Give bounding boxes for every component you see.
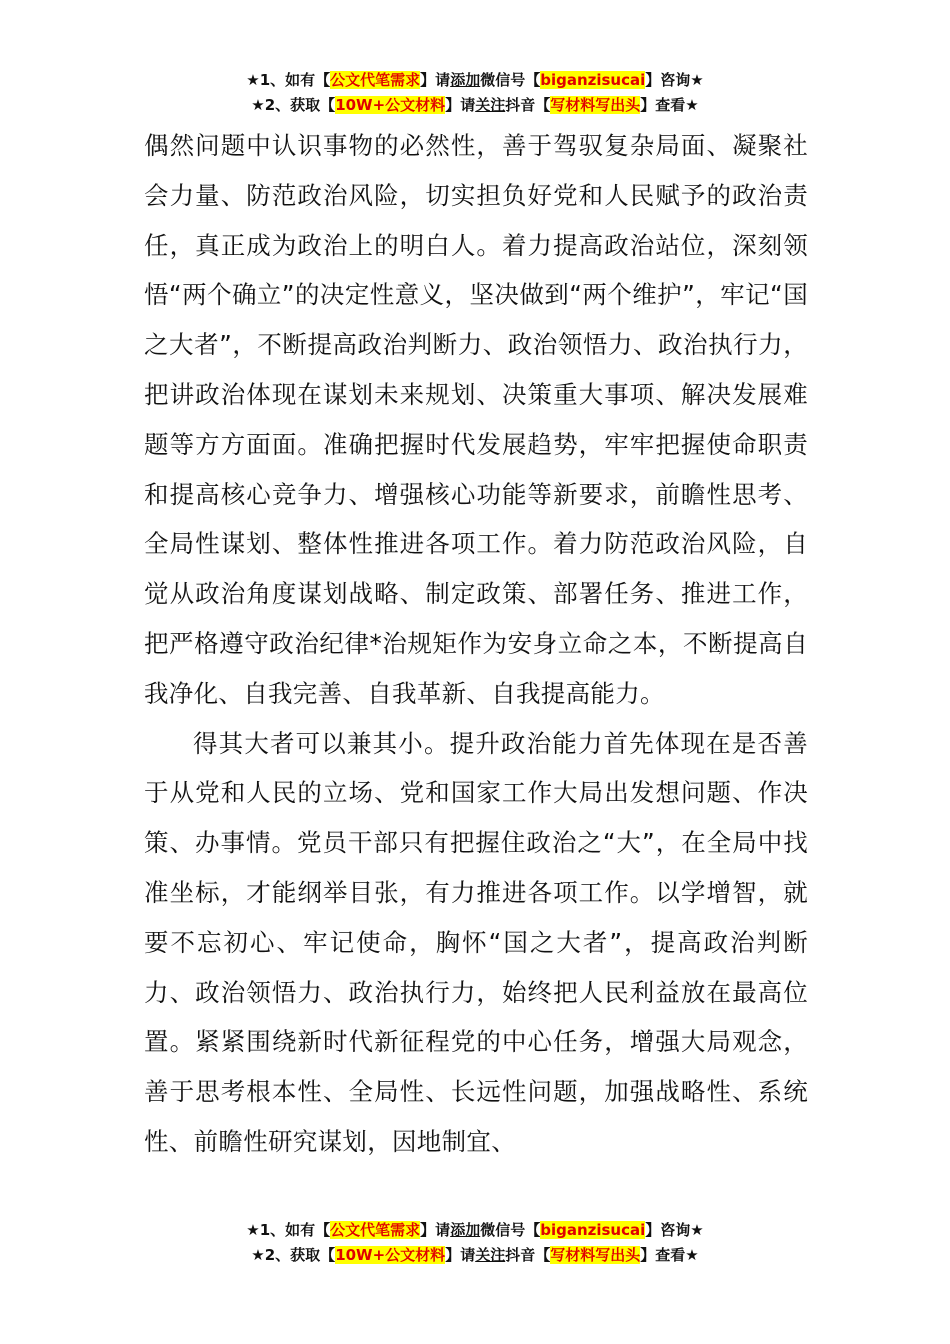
banner-highlight: biganzisucai	[540, 1221, 646, 1239]
banner-text: ★2、获取【	[251, 96, 336, 114]
banner-line-1	[0, 68, 950, 93]
banner-underlined: 添加	[450, 1221, 481, 1239]
banner-text: 】查看★	[640, 1246, 699, 1264]
banner-text: 】请	[420, 1221, 451, 1239]
banner-text: 微信号【	[480, 1221, 541, 1239]
footer-banner	[0, 1218, 950, 1268]
banner-underlined: 添加	[450, 71, 481, 89]
banner-text: 】请	[445, 1246, 476, 1264]
banner-text: 抖音【	[505, 96, 551, 114]
banner-text: ★2、获取【	[251, 1246, 336, 1264]
banner-highlight: biganzisucai	[540, 71, 646, 89]
banner-text: 】请	[445, 96, 476, 114]
banner-highlight: 公文代笔需求	[330, 71, 421, 89]
banner-text: 】咨询★	[645, 71, 704, 89]
banner-text: 】请	[420, 71, 451, 89]
banner-highlight: 写材料写出头	[550, 1246, 641, 1264]
banner-highlight: 10W+公文材料	[335, 1246, 446, 1264]
banner-highlight: 10W+公文材料	[335, 96, 446, 114]
banner-highlight: 公文代笔需求	[330, 1221, 421, 1239]
banner-line-2	[0, 1243, 950, 1268]
banner-line-1	[0, 1218, 950, 1243]
paragraph-2: 得其大者可以兼其小。提升政治能力首先体现在是否善于从党和人民的立场、党和国家工作大局出发想问题、作决策、办事情。党员干部只有把握住政治之“大”，在全局中找准坐标，才能纲举目张，有力推进各项工作。以学增智，就要不忘初心、牢记使命，胸怀“国之大者”，提高政治判断力、政治领悟力、政治执行力，始终把人民利益放在最高位置。紧紧围绕新时代新征程党的中心任务，增强大局观念，善于思考根本性、全局性、长远性问题，加强战略性、系统性、前瞻性研究谋划，因地制宜、	[144, 728, 808, 1156]
banner-text: 】查看★	[640, 96, 699, 114]
banner-text: 】咨询★	[645, 1221, 704, 1239]
document-body	[144, 121, 808, 1167]
banner-line-2	[0, 93, 950, 118]
banner-text: ★1、如有【	[246, 71, 331, 89]
banner-text: ★1、如有【	[246, 1221, 331, 1239]
banner-underlined: 关注	[475, 96, 506, 114]
banner-highlight: 写材料写出头	[550, 96, 641, 114]
banner-text: 抖音【	[505, 1246, 551, 1264]
banner-text: 微信号【	[480, 71, 541, 89]
paragraph-1: 偶然问题中认识事物的必然性，善于驾驭复杂局面、凝聚社会力量、防范政治风险，切实担负好党和人民赋予的政治责任，真正成为政治上的明白人。着力提高政治站位，深刻领悟“两个确立”的决定性意义，坚决做到“两个维护”，牢记“国之大者”，不断提高政治判断力、政治领悟力、政治执行力，把讲政治体现在谋划未来规划、决策重大事项、解决发展难题等方方面面。准确把握时代发展趋势，牢牢把握使命职责和提高核心竞争力、增强核心功能等新要求，前瞻性思考、全局性谋划、整体性推进各项工作。着力防范政治风险，自觉从政治角度谋划战略、制定政策、部署任务、推进工作，把严格遵守政治纪律*治规矩作为安身立命之本，不断提高自我净化、自我完善、自我革新、自我提高能力。	[144, 131, 808, 708]
header-banner	[0, 68, 950, 118]
banner-underlined: 关注	[475, 1246, 506, 1264]
